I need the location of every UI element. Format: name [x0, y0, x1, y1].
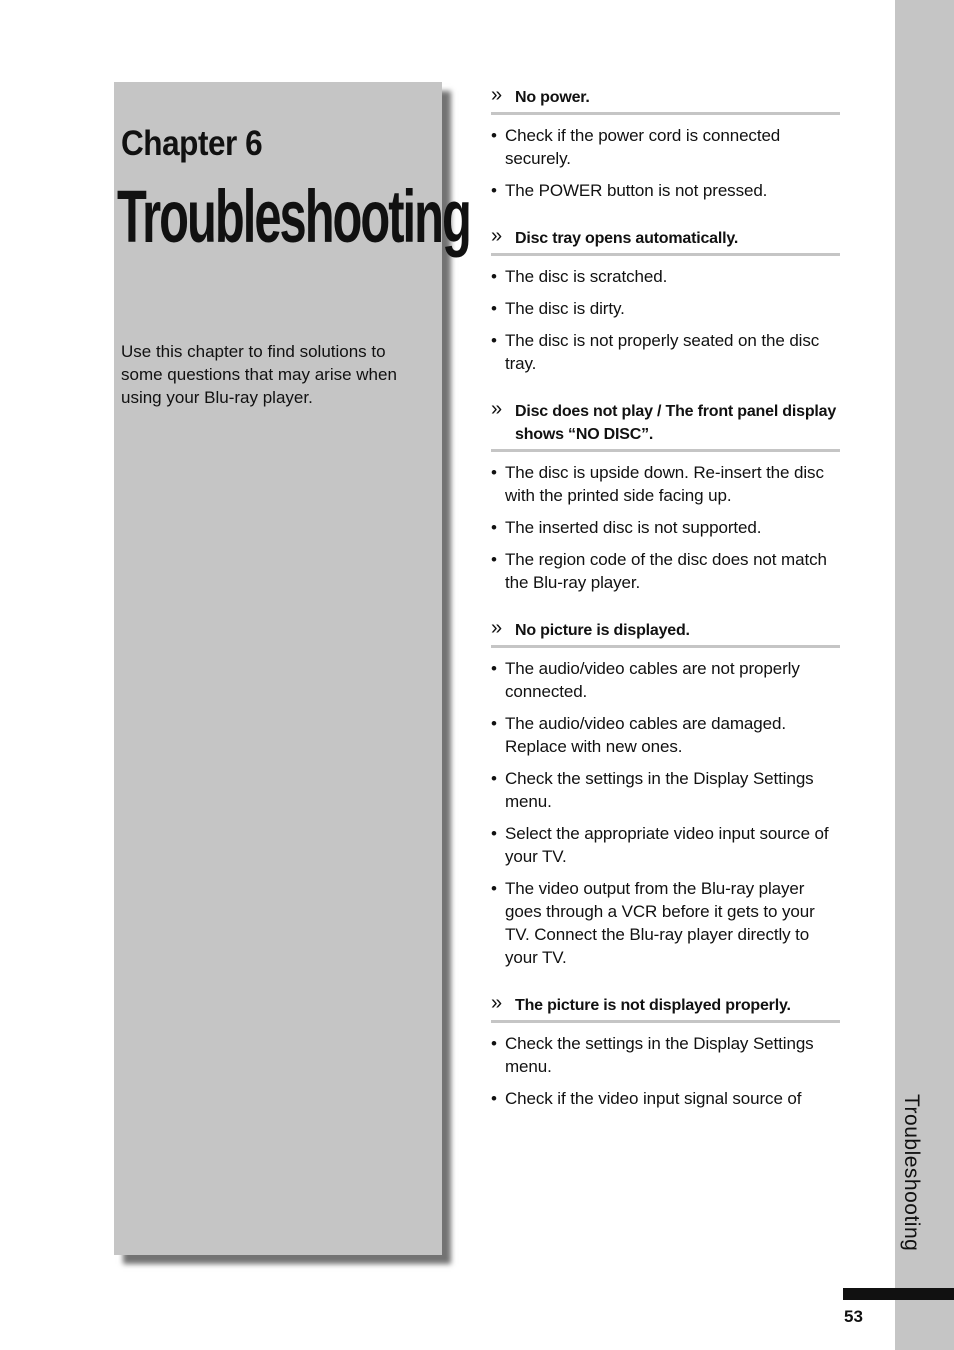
section-header [491, 992, 840, 1023]
solution-item: • The region code of the disc does not match the Blu-ray player. [491, 548, 840, 594]
section-header [491, 84, 840, 115]
solution-item: • The disc is not properly seated on the disc tray. [491, 329, 840, 375]
solution-list [491, 461, 840, 594]
section-title: Disc does not play / The front panel display shows “NO DISC”. [515, 403, 837, 443]
trouble-section [491, 84, 840, 202]
section-header [491, 225, 840, 256]
section-title: Disc tray opens automatically. [515, 230, 739, 247]
page-number-bar [843, 1288, 954, 1300]
section-header [491, 398, 840, 452]
page-number: 53 [844, 1307, 863, 1326]
chapter-title: Troubleshooting [117, 175, 470, 258]
solution-item: • The disc is upside down. Re-insert the disc with the printed side facing up. [491, 461, 840, 507]
solution-item: • Check the settings in the Display Settings menu. [491, 1032, 840, 1078]
solution-list [491, 1032, 840, 1110]
solution-list [491, 265, 840, 375]
trouble-section [491, 225, 840, 375]
solution-item: • Check the settings in the Display Settings menu. [491, 767, 840, 813]
section-title: The picture is not displayed properly. [515, 997, 791, 1014]
trouble-section [491, 617, 840, 969]
solution-item: • The video output from the Blu-ray player goes through a VCR before it gets to your TV. Connect the Blu-ray player directly to your TV. [491, 877, 840, 969]
solution-item: • The inserted disc is not supported. [491, 516, 840, 539]
solution-list [491, 124, 840, 202]
solution-item: • The disc is dirty. [491, 297, 840, 320]
solution-item: • Check if the video input signal source of [491, 1087, 840, 1110]
side-tab-label: Troubleshooting [900, 1094, 923, 1252]
section-header [491, 617, 840, 648]
solution-list [491, 657, 840, 969]
trouble-section [491, 992, 840, 1110]
solution-item: • The POWER button is not pressed. [491, 179, 840, 202]
solution-item: • The audio/video cables are damaged. Replace with new ones. [491, 712, 840, 758]
section-title: No picture is displayed. [515, 622, 690, 639]
chevron-right-icon: » [491, 225, 503, 247]
section-title: No power. [515, 89, 590, 106]
chevron-right-icon: » [491, 398, 503, 420]
trouble-section [491, 398, 840, 594]
troubleshooting-content [491, 84, 840, 1133]
chapter-intro: Use this chapter to find solutions to some questions that may arise when using your Blu-ray player. [121, 342, 397, 407]
solution-item: • The disc is scratched. [491, 265, 840, 288]
chevron-right-icon: » [491, 992, 503, 1014]
chapter-panel [114, 82, 470, 1255]
chapter-label: Chapter 6 [121, 124, 263, 163]
chevron-right-icon: » [491, 84, 503, 106]
solution-item: • Select the appropriate video input source of your TV. [491, 822, 840, 868]
solution-item: • Check if the power cord is connected securely. [491, 124, 840, 170]
chevron-right-icon: » [491, 617, 503, 639]
solution-item: • The audio/video cables are not properly connected. [491, 657, 840, 703]
